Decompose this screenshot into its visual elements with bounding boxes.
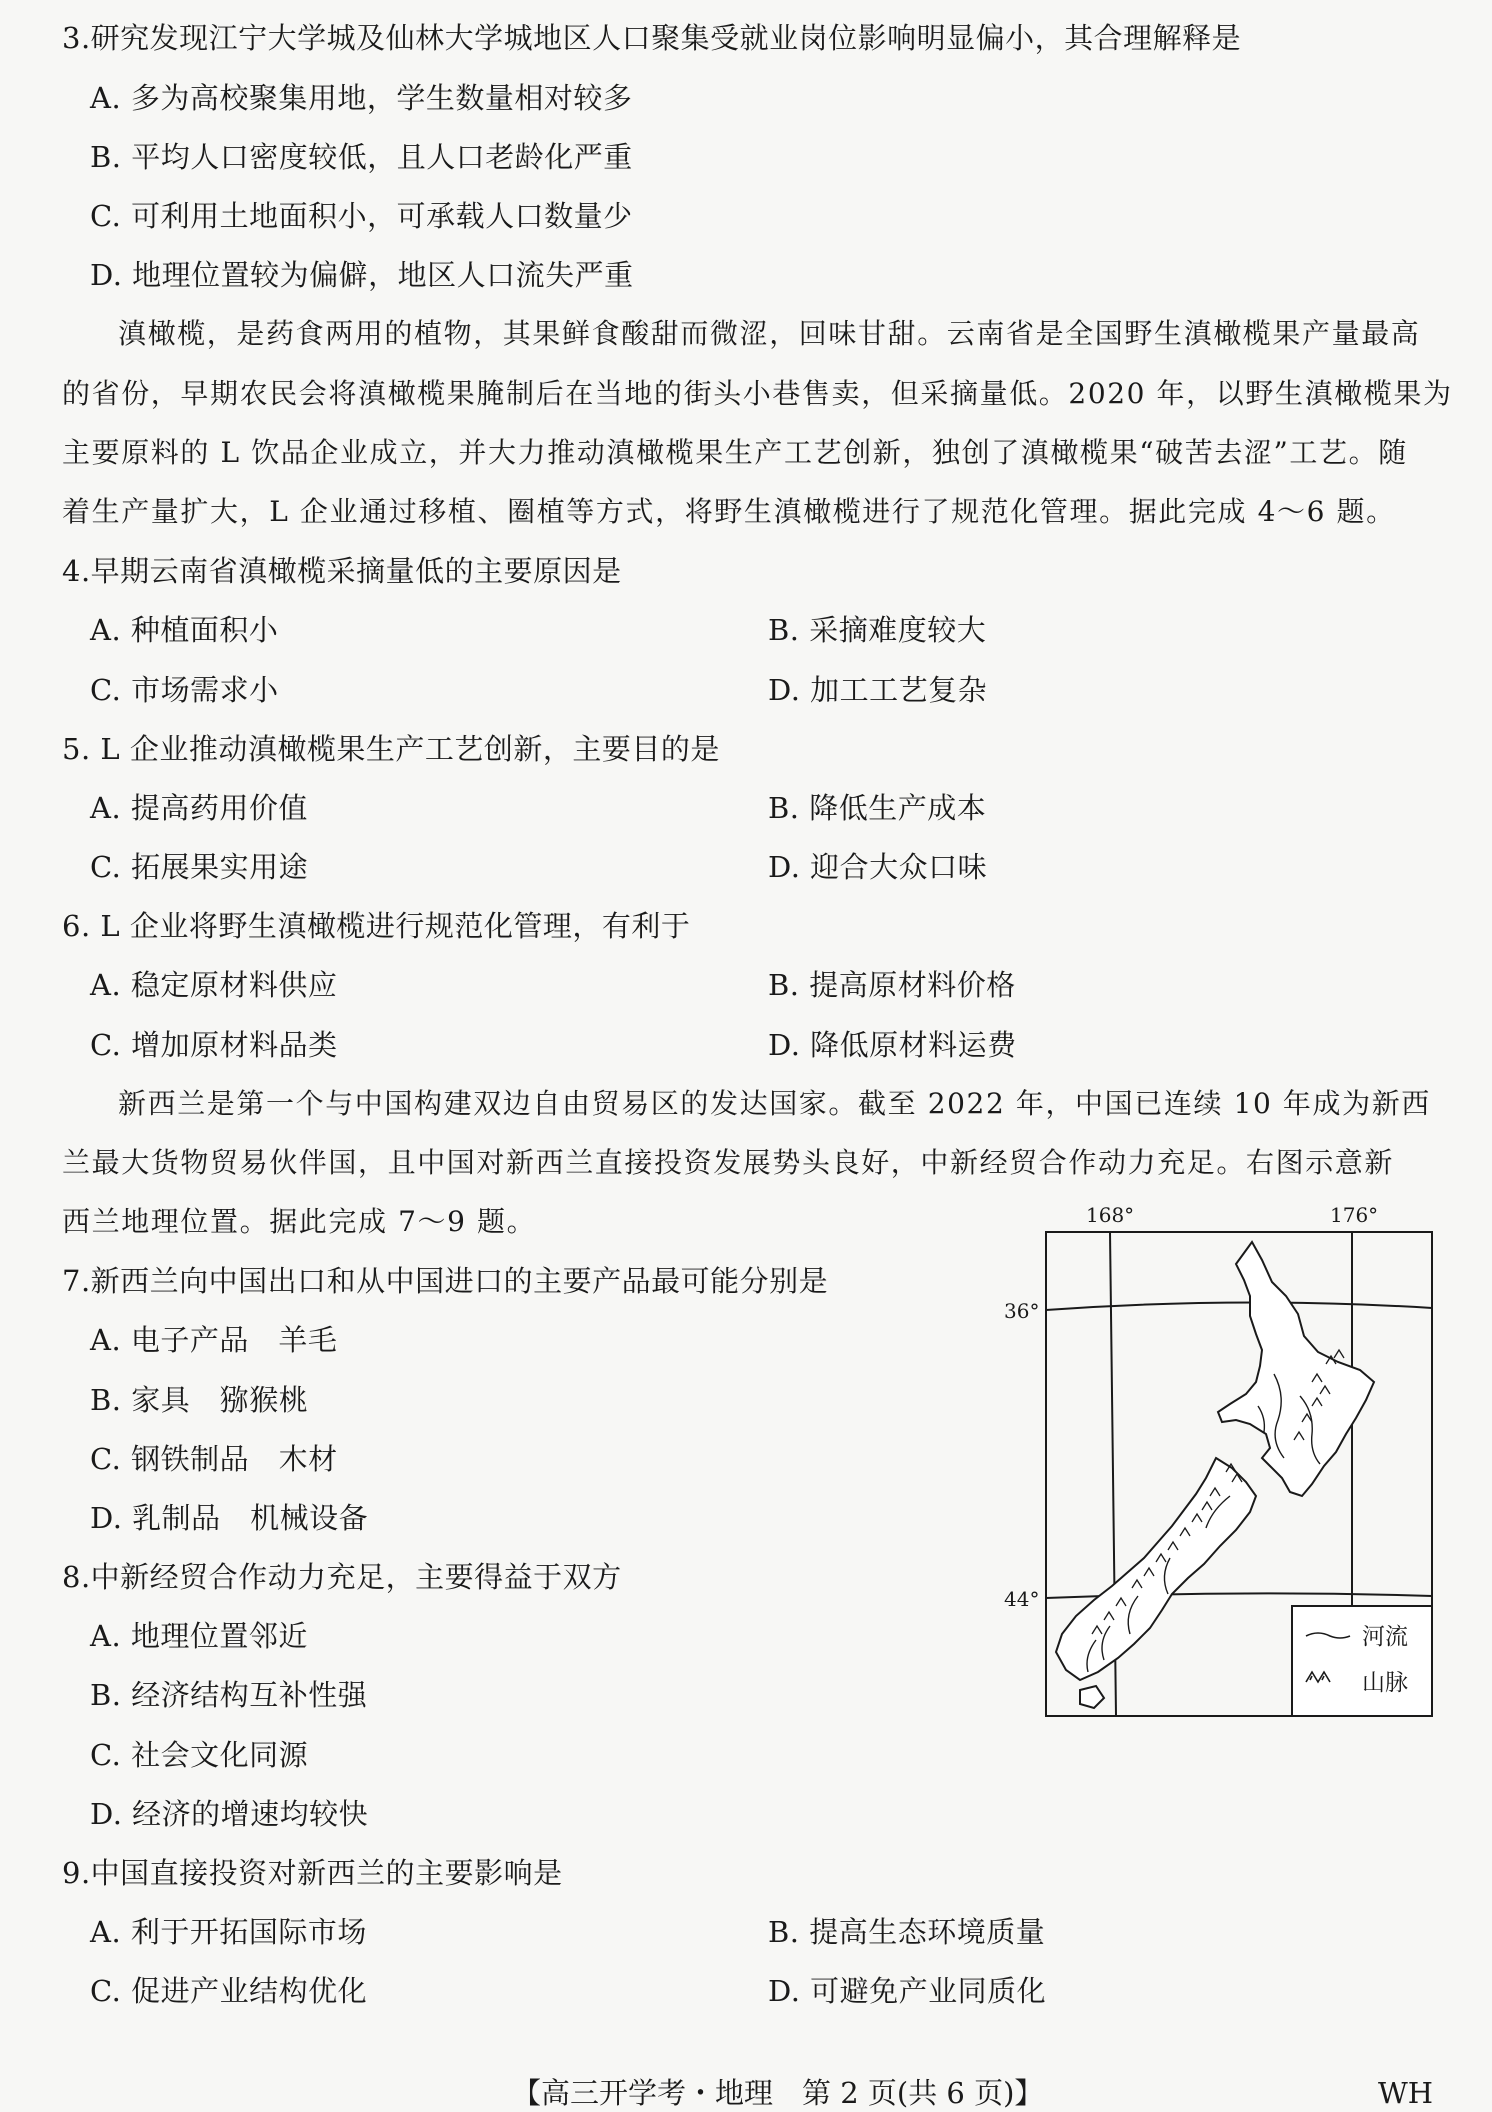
passage2-line-1: 新西兰是第一个与中国构建双边自由贸易区的发达国家。截至 2022 年，中国已连续 10 年成为新西 [118,1087,1431,1120]
q3-stem: 3.研究发现江宁大学城及仙林大学城地区人口聚集受就业岗位影响明显偏小，其合理解释是 [62,21,1242,55]
lon-label-176: 176° [1330,1203,1379,1227]
passage1-line-3: 主要原料的 L 饮品企业成立，并大力推动滇橄榄果生产工艺创新，独创了滇橄榄果“破苦去涩”工艺。随 [62,436,1408,469]
south-island-outline [1056,1458,1256,1680]
q9-stem: 9.中国直接投资对新西兰的主要影响是 [62,1856,563,1890]
q6-stem: 6. L 企业将野生滇橄榄进行规范化管理，有利于 [62,909,691,943]
q7-stem: 7.新西兰向中国出口和从中国进口的主要产品最可能分别是 [62,1264,829,1298]
passage1-line-1: 滇橄榄，是药食两用的植物，其果鲜食酸甜而微涩，回味甘甜。云南省是全国野生滇橄榄果产量最高 [118,317,1421,350]
q7-option-c: C. 钢铁制品 木材 [90,1442,338,1476]
lon-label-168: 168° [1086,1203,1135,1227]
q6-option-a: A. 稳定原材料供应 [90,968,338,1002]
q8-stem: 8.中新经贸合作动力充足，主要得益于双方 [62,1560,622,1594]
stewart-island-outline [1080,1686,1104,1708]
q9-option-b: B. 提高生态环境质量 [768,1915,1046,1949]
q8-option-d: D. 经济的增速均较快 [90,1797,369,1831]
legend-river-label: 河流 [1362,1624,1408,1650]
q4-option-d: D. 加工工艺复杂 [768,673,988,707]
q8-option-b: B. 经济结构互补性强 [90,1678,368,1712]
q4-option-b: B. 采摘难度较大 [768,613,987,647]
lat-label-36: 36° [1004,1299,1040,1323]
q6-option-b: B. 提高原材料价格 [768,968,1016,1002]
passage1-line-2: 的省份，早期农民会将滇橄榄果腌制后在当地的街头小巷售卖，但采摘量低。2020 年，以野生滇橄榄果为 [62,377,1453,410]
q7-option-d: D. 乳制品 机械设备 [90,1501,369,1535]
north-island-outline [1218,1242,1374,1496]
q9-option-d: D. 可避免产业同质化 [768,1974,1047,2008]
q9-option-c: C. 促进产业结构优化 [90,1974,368,2008]
q7-option-b: B. 家具 猕猴桃 [90,1383,309,1417]
q5-stem: 5. L 企业推动滇橄榄果生产工艺创新，主要目的是 [62,732,720,766]
q8-option-c: C. 社会文化同源 [90,1738,309,1772]
q3-option-a: A. 多为高校聚集用地，学生数量相对较多 [90,81,633,115]
q3-option-d: D. 地理位置较为偏僻，地区人口流失严重 [90,258,634,292]
q4-stem: 4.早期云南省滇橄榄采摘量低的主要原因是 [62,554,622,588]
q5-option-a: A. 提高药用价值 [90,791,308,825]
q8-option-a: A. 地理位置邻近 [90,1619,308,1653]
footer-page-info: 【高三开学考・地理 第 2 页(共 6 页)】 [512,2076,1044,2110]
footer-code: WH [1378,2076,1434,2110]
q5-option-b: B. 降低生产成本 [768,791,987,825]
q4-option-a: A. 种植面积小 [90,613,279,647]
q4-option-c: C. 市场需求小 [90,673,279,707]
passage2-line-2: 兰最大货物贸易伙伴国，且中国对新西兰直接投资发展势头良好，中新经贸合作动力充足。右图示意新 [62,1146,1395,1179]
passage1-line-4: 着生产量扩大，L 企业通过移植、圈植等方式，将野生滇橄榄进行了规范化管理。据此完成 4～6 题。 [62,495,1396,528]
q5-option-c: C. 拓展果实用途 [90,850,309,884]
new-zealand-map [1000,1196,1460,1746]
q3-option-c: C. 可利用土地面积小，可承载人口数量少 [90,199,633,233]
passage2-line-3: 西兰地理位置。据此完成 7～9 题。 [62,1205,537,1238]
q7-option-a: A. 电子产品 羊毛 [90,1323,338,1357]
lat-label-44: 44° [1004,1587,1040,1611]
latitude-line-36 [1046,1302,1432,1310]
q3-option-b: B. 平均人口密度较低，且人口老龄化严重 [90,140,633,174]
q6-option-d: D. 降低原材料运费 [768,1028,1017,1062]
q9-option-a: A. 利于开拓国际市场 [90,1915,367,1949]
map-legend [1292,1606,1432,1716]
q5-option-d: D. 迎合大众口味 [768,850,988,884]
legend-mountain-label: 山脉 [1362,1670,1408,1696]
q6-option-c: C. 增加原材料品类 [90,1028,338,1062]
